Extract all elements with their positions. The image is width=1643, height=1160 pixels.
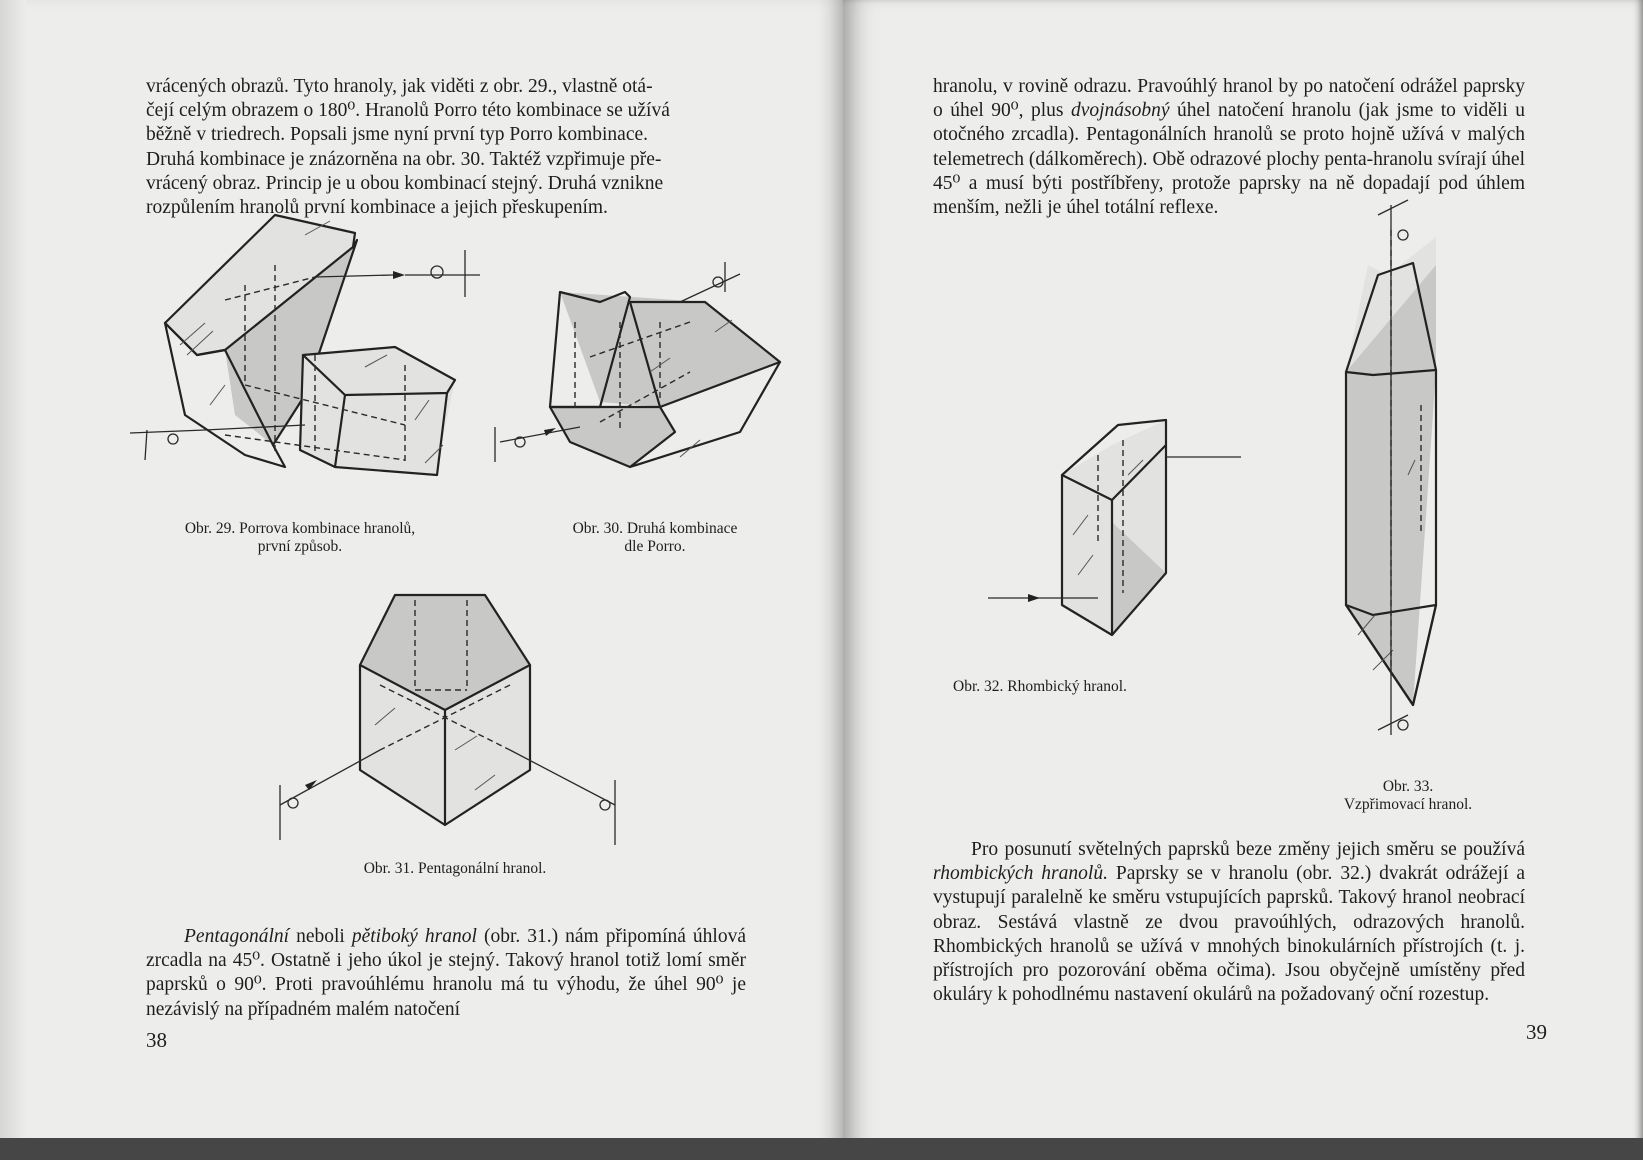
page-number-left: 38 bbox=[146, 1028, 167, 1052]
text-line: čejí celým obrazem o 180⁰. Hranolů Porro této kombinace se užívá bbox=[146, 100, 670, 122]
text-top-right bbox=[933, 75, 1525, 220]
term-dvojnasobny: dvojnásobný bbox=[1070, 100, 1170, 122]
caption-line: první způsob. bbox=[257, 538, 343, 555]
term-petiboky: pětiboký hranol bbox=[351, 926, 477, 947]
figure-29-porro-prisms bbox=[125, 205, 500, 495]
figure-31-pentagonal-prism bbox=[255, 590, 645, 850]
page-number-right: 39 bbox=[1526, 1020, 1547, 1044]
caption-line: dle Porro. bbox=[624, 538, 686, 555]
caption-line: Vzpřimovací hranol. bbox=[1343, 796, 1473, 813]
page-39 bbox=[843, 0, 1643, 1160]
text-line: rozpůlením hranolů první kombinace a jejich přeskupením. bbox=[146, 197, 608, 219]
page-edge bbox=[0, 0, 26, 1160]
text: Pro posunutí světelných paprsků beze změny jejich směru se používá bbox=[971, 839, 1525, 860]
caption-line: Obr. 33. bbox=[1382, 778, 1434, 795]
figure-33-erecting-prism bbox=[1313, 205, 1503, 750]
caption-fig-31: Obr. 31. Pentagonální hranol. bbox=[363, 860, 547, 877]
caption-line: Obr. 30. Druhá kombinace bbox=[572, 520, 738, 537]
text: hranolu, v rovině odrazu. Pravoúhlý hranol by po natočení odrážel paprsky o úhel 90⁰, plus bbox=[933, 76, 1525, 122]
text: (obr. 31.) nám připomíná úhlová zrcadla na 45⁰. Ostatně i jeho úkol je stejný. Takový hranol totiž lomí směr paprsků o 90⁰. Proti pravoúhlému hranolu má tu výhodu, že úhel 90⁰ je nezávislý na případném malém natočení bbox=[146, 926, 746, 1020]
figure-32-rhombic-prism bbox=[978, 415, 1248, 655]
text-line: Druhá kombinace je znázorněna na obr. 30. Taktéž vzpřimuje pře- bbox=[146, 148, 662, 170]
text-line: vrácených obrazů. Tyto hranoly, jak viděti z obr. 29., vlastně otá- bbox=[146, 76, 653, 97]
caption-fig-30 bbox=[540, 520, 770, 556]
text-line: vrácený obraz. Princip je u obou kombinací stejný. Druhá vznikne bbox=[146, 172, 664, 194]
caption-fig-32: Obr. 32. Rhombický hranol. bbox=[953, 678, 1127, 695]
paragraph-pentagonal bbox=[146, 925, 746, 1022]
text-top-left bbox=[146, 75, 730, 220]
text: úhel natočení hranolu (jak jsme to viděli u otočného zrcadla). Pentagonálních hranolů se proto hojně užívá v malých telemetrech (dálkoměrech). Obě odrazové plochy penta-hranolu svírají úhel 45⁰ a musí býti postříbřeny, protože paprsky na ně dopadají pod úhlem menším, nežli je úhel totální reflexe. bbox=[933, 100, 1525, 219]
term-rhombic: rhombických hranolů. bbox=[933, 863, 1108, 885]
caption-fig-33 bbox=[1323, 778, 1493, 814]
term-pentagonal: Pentagonální bbox=[184, 926, 290, 947]
caption-line: Obr. 29. Porrova kombinace hranolů, bbox=[184, 520, 416, 537]
text-line: běžně v triedrech. Popsali jsme nyní první typ Porro kombinace. bbox=[146, 124, 649, 146]
text: Paprsky se v hranolu (obr. 32.) dvakrát odrážejí a vystupují paralelně ke směru vstupujících paprsků. Takový hranol neobrací obraz. Sestává vlastně ze dvou pravoúhlých, odrazových hranolů. Rhombických hranolů se užívá v mnohých binokulárních přístrojích (t. j. přístrojích pro pozorování oběma očima). Jsou obyčejně umístěny před okuláry k pohodlnému nastavení okulárů na požadovaný oční rozestup. bbox=[933, 863, 1525, 1006]
figure-30-porro-second bbox=[500, 262, 790, 502]
book-bottom-edge bbox=[0, 1138, 1643, 1160]
caption-fig-29 bbox=[140, 520, 460, 556]
text: neboli bbox=[289, 926, 352, 947]
paragraph-rhombic bbox=[933, 838, 1525, 1007]
